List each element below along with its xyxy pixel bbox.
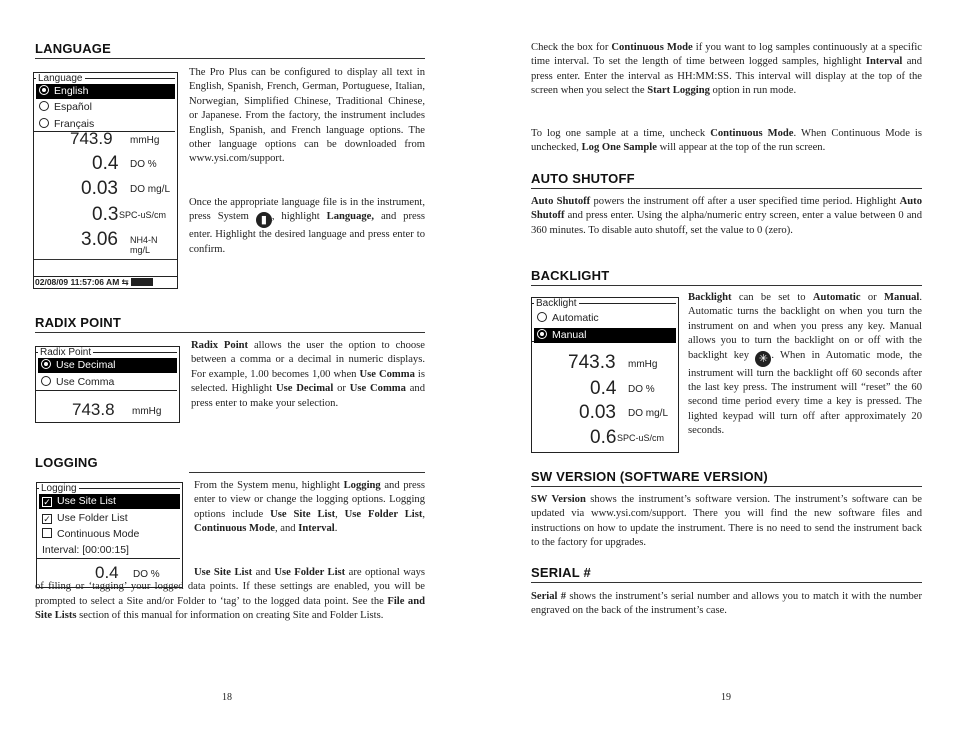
radio-selected-icon [537,329,547,339]
page-number: 19 [721,692,731,703]
radio-selected-icon [39,85,49,95]
section-rule [189,472,425,473]
backlight-heading: BACKLIGHT [531,268,610,283]
radix-paragraph: Radix Point allows the user the option to choose between a comma or a decimal in numeric displays. For example, 1.00 becomes 1,00 when Use Comma is selected. Highlight Use Decimal or Use Comma and press enter to make your selection. [191,340,425,409]
section-rule [531,188,922,189]
reading-value: 3.06 [81,229,118,250]
radio-icon [537,312,547,322]
language-option-english[interactable]: English [36,84,175,99]
reading-value: 0.4 [92,153,119,174]
screen-title: Backlight [536,298,577,309]
section-rule [531,285,922,286]
section-rule [35,332,425,333]
checkbox-icon [42,528,52,538]
reading-unit: mmHg [628,359,658,370]
screen-title: Language [38,73,83,84]
reading-value: 0.03 [81,178,118,199]
system-key-icon: ▮ [256,212,272,228]
language-paragraph-2: Once the appropriate language file is in the instrument, press System ▮ , highlight Language, and press enter. Highlight the desired language and press enter to confirm. [189,197,425,255]
language-option-espanol[interactable]: Español [36,100,175,115]
reading-unit: SPC-uS/cm [119,210,167,220]
logging-heading: LOGGING [35,455,98,470]
serial-heading: SERIAL # [531,565,591,580]
reading-unit: DO mg/L [628,408,669,419]
screen-title: Logging [41,483,77,494]
screen-title: Radix Point [40,347,92,358]
radio-icon [41,376,51,386]
reading-value: 743.8 [72,400,115,419]
logging-paragraph-2: Use Site List and Use Folder List are optional ways of filing or ‘tagging’ your logged data points. If these settings are enabled, you will be prompted to select a Site and/or Folder to ‘tag’ to the logged data point. See the File and Site Lists section of this manual for information on creating Site and Folder Lists. [35,567,426,622]
backlight-paragraph: Backlight can be set to Automatic or Manual. Automatic turns the backlight on when you turn the instrument on and when you press any key. Manual allows you to turn the backlight on or off with the backlight key ✳ . When in Automatic mode, the instrument will turn the backlight off 60 seconds after the last key press. The instrument will “reset” the 60 second time period every time a key is pressed. The lighted keypad will turn off after approximately 20 seconds. [688,292,923,437]
backlight-option-automatic[interactable]: Automatic [534,311,676,326]
log-one-sample-paragraph: To log one sample at a time, uncheck Continuous Mode. When Continuous Mode is unchecked, Log One Sample will appear at the top of the run screen. [531,128,922,154]
reading-value: 0.4 [590,378,617,399]
reading-unit: DO % [130,159,157,170]
reading-value: 0.3 [92,204,119,225]
right-page [477,0,954,738]
sw-version-paragraph: SW Version shows the instrument’s software version. The instrument’s software can be updated via www.ysi.com/support. There you will find the new software files and instructions on how to update the instrument. There is no need to send the instrument back to the factory for upgrades. [531,494,922,549]
reading-value: 743.9 [70,129,113,148]
reading-value: 0.4 [95,563,119,582]
radix-option-decimal[interactable]: Use Decimal [38,358,177,373]
logging-option-folder-list[interactable]: ✓ Use Folder List [43,512,128,524]
page-number: 18 [222,692,232,703]
section-rule [531,486,922,487]
logging-paragraph-1: From the System menu, highlight Logging and press enter to view or change the logging options. Logging options include Use Site List, Use Folder List, Continuous Mode, and Interval. [194,480,426,535]
language-heading: LANGUAGE [35,41,111,56]
radix-heading: RADIX POINT [35,315,121,330]
language-option-francais[interactable]: Français [36,117,175,132]
reading-unit: DO mg/L [130,184,171,195]
radix-option-comma[interactable]: Use Comma [38,375,177,390]
serial-paragraph: Serial # shows the instrument’s serial number and allows you to match it with the number engraved on the back of the instrument’s case. [531,591,922,617]
logging-option-continuous[interactable]: Continuous Mode [39,527,180,542]
logging-option-site-list[interactable]: ✓ Use Site List [39,494,180,509]
radio-icon [39,101,49,111]
logging-interval[interactable]: Interval: [00:00:15] [42,544,129,556]
backlight-option-manual[interactable]: Manual [534,328,676,343]
battery-icon [131,278,153,286]
section-rule [531,582,922,583]
reading-value: 0.03 [579,402,616,423]
screen-divider [34,259,177,260]
checkbox-checked-icon: ✓ [43,497,51,507]
usb-icon: ⇆ [121,277,129,287]
continuous-mode-paragraph: Check the box for Continuous Mode if you want to log samples continuously at a specific time interval. To set the length of time between logged samples, highlight Interval and press enter. Enter the interval as HH:MM:SS. This interval will display at the top of the screen when you select the Start Logging option in run mode. [531,42,923,97]
language-screen [33,72,178,289]
backlight-screen [531,297,679,453]
reading-unit: DO % [628,384,655,395]
reading-unit: DO % [133,569,160,580]
section-rule [35,58,425,59]
reading-value: 0.6 [590,427,617,448]
checkbox-checked-icon: ✓ [43,514,51,524]
radio-icon [39,118,49,128]
auto-shutoff-heading: AUTO SHUTOFF [531,171,635,186]
backlight-key-icon: ✳ [755,351,771,367]
reading-unit: SPC-uS/cm [617,433,665,443]
radio-selected-icon [41,359,51,369]
reading-unit: mmHg [130,135,160,146]
reading-unit: NH4-N mg/L [130,235,158,255]
sw-version-heading: SW VERSION (SOFTWARE VERSION) [531,469,768,484]
radix-screen [35,346,180,423]
reading-value: 743.3 [568,352,616,373]
reading-unit: mmHg [132,406,162,417]
auto-shutoff-paragraph: Auto Shutoff powers the instrument off after a user specified time period. Highlight Auto Shutoff and press enter. Using the alpha/numeric entry screen, enter a value between 0 and 360 minutes. To disable auto shutoff, set the value to 0 (zero). [531,196,923,236]
language-paragraph-1: The Pro Plus can be configured to display all text in English, Spanish, French, German, Portuguese, Italian, Norwegian, Simplified Chinese, Traditional Chinese, or Japanese. From the factory, the instrument includes English, Spanish, and French language options. The other language options can be downloaded from www.ysi.com/support. [189,67,425,165]
status-bar: 02/08/09 11:57:06 AM ⇆ [34,276,177,288]
